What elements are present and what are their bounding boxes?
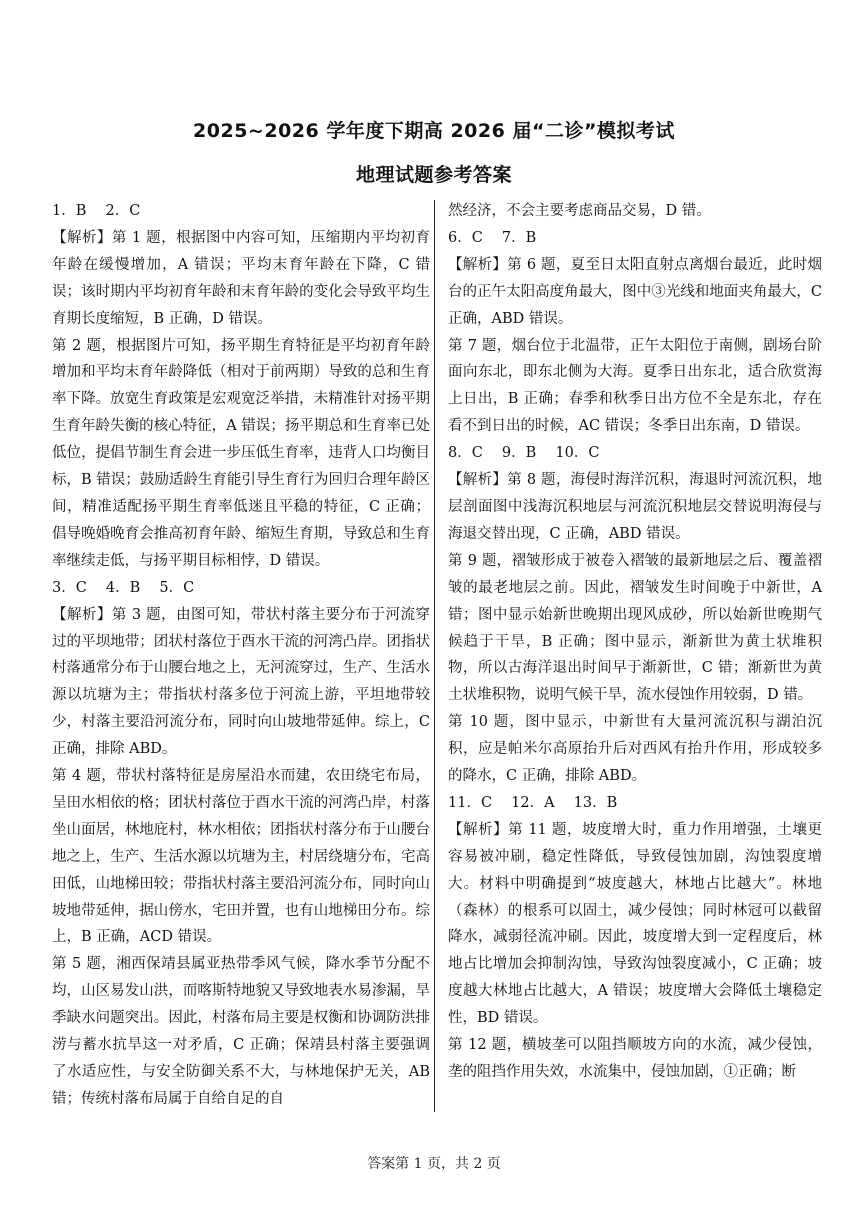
answer-line: 8．C 9．B 10．C xyxy=(448,445,600,462)
answer-line: 3．C 4．B 5．C xyxy=(52,579,195,596)
paragraph: 第 4 题，带状村落特征是房屋沿水而建，农田绕宅布局，呈田水相依的格；团状村落位于酉水干流的河湾凸岸，村落坐山面居，林地庇村，林水相依；团指状村落分布于山腰台地之上，生产、生活水源以坑塘为主，村居绕塘分布，宅高田低，山地梯田较；带指状村落主要沿河流分布，同时向山坡地带延伸，据山傍水，宅田并置，也有山地梯田分布。综上，B 正确，ACD 错误。 xyxy=(52,768,430,946)
left-column xyxy=(52,198,430,1113)
paragraph: 第 2 题，根据图片可知，扬平期生育特征是平均初育年龄增加和平均末育年龄降低（相对于前两期）导致的总和生育率下降。放宽生育政策是宏观宽泛举措，未精准针对扬平期生育年龄失衡的核心特征，A 错误；扬平期总和生育率已处低位，提倡节制生育会进一步压低生育率，违背人口均衡目标，B 错误；鼓励适龄生育能引导生育行为回归合理年龄区间，精准适配扬平期生育率低迷且平稳的特征，C 正确；倡导晚婚晚育会推高初育年龄、缩短生育期，导致总和生育率继续走低，与扬平期目标相悖，D 错误。 xyxy=(52,337,430,569)
answer-line: 1．B 2．C xyxy=(52,203,141,219)
paragraph: 【解析】第 3 题，由图可知，带状村落主要分布于河流穿过的平坝地带；团状村落位于酉水干流的河湾凸岸。团指状村落通常分布于山腰台地之上，无河流穿过，生产、生活水源以坑塘为主；带指状村落多位于河流上游，平坦地带较少，村落主要沿河流分布，同时向山坡地带延伸。综上，C 正确，排除 ABD。 xyxy=(52,606,430,758)
paragraph: 第 12 题，横坡垄可以阻挡顺坡方向的水流，减少侵蚀，垄的阻挡作用失效，水流集中，侵蚀加剧，①正确；断 xyxy=(448,1037,822,1080)
paragraph: 【解析】第 6 题，夏至日太阳直射点离烟台最近，此时烟台的正午太阳高度角最大，图中③光线和地面夹角最大，C 正确，ABD 错误。 xyxy=(448,256,822,327)
right-column xyxy=(448,198,822,1086)
paragraph: 第 7 题，烟台位于北温带，正午太阳位于南侧，剧场台阶面向东北，即东北侧为大海。夏季日出东北，适合欣赏海上日出，B 正确；春季和秋季日出方位不全是东北，存在看不到日出的时候，AC 错误；冬季日出东南，D 错误。 xyxy=(448,337,822,435)
paragraph: 【解析】第 8 题，海侵时海洋沉积，海退时河流沉积，地层剖面图中浅海沉积地层与河流沉积地层交替说明海侵与海退交替出现，C 正确，ABD 错误。 xyxy=(448,472,822,542)
paragraph: 第 9 题，褶皱形成于被卷入褶皱的最新地层之后、覆盖褶皱的最老地层之前。因此，褶皱发生时间晚于中新世，A 错；图中显示始新世晚期出现风成砂，所以始新世晚期气候趋于干旱，B 正确；图中显示，渐新世为黄土状堆积物，所以古海洋退出时间早于渐新世，C 错；渐新世为黄土状堆积物，说明气候干旱，流水侵蚀作用较弱，D 错。 xyxy=(448,552,822,704)
paragraph: 然经济，不会主要考虑商品交易，D 错。 xyxy=(448,203,711,219)
page-subtitle: 地理试题参考答案 xyxy=(355,164,512,186)
paragraph: 【解析】第 1 题，根据图中内容可知，压缩期内平均初育年龄在缓慢增加，A 错误；平均末育年龄在下降，C 错误；该时期内平均初育年龄和末育年龄的变化会导致平均生育期长度缩短，B 正确，D 错误。 xyxy=(52,229,430,327)
answer-line: 11．C 12．A 13．B xyxy=(448,794,618,811)
column-divider xyxy=(434,200,435,1112)
answer-line: 6．C 7．B xyxy=(448,229,537,246)
paragraph: 第 5 题，湘西保靖县属亚热带季风气候，降水季节分配不均，山区易发山洪，而喀斯特地貌又导致地表水易渗漏，旱季缺水问题突出。因此，村落布局主要是权衡和协调防洪排涝与蓄水抗旱这一对矛盾，C 正确；保靖县村落主要强调了水适应性，与安全防御关系不大，与林地保护无关，AB 错；传统村落布局属于自给自足的自 xyxy=(52,956,430,1107)
paragraph: 【解析】第 11 题，坡度增大时，重力作用增强，土壤更容易被冲刷，稳定性降低，导致侵蚀加剧，沟蚀裂度增大。材料中明确提到“坡度越大，林地占比越大”。林地（森林）的根系可以固土，减少侵蚀；同时林冠可以截留降水，减弱径流冲刷。因此，坡度增大到一定程度后，林地占比增加会抑制沟蚀，导致沟蚀裂度减小，C 正确；坡度越大林地占比越大，A 错误；坡度增大会降低土壤稳定性，BD 错误。 xyxy=(448,821,822,1027)
paragraph: 第 10 题，图中显示，中新世有大量河流沉积与湖泊沉积，应是帕米尔高原抬升后对西风有抬升作用，形成较多的降水，C 正确，排除 ABD。 xyxy=(448,714,822,785)
page-title: 2025~2026 学年度下期高 2026 届“二诊”模拟考试 xyxy=(193,120,675,142)
page-footer: 答案第 1 页，共 2 页 xyxy=(367,1156,501,1172)
